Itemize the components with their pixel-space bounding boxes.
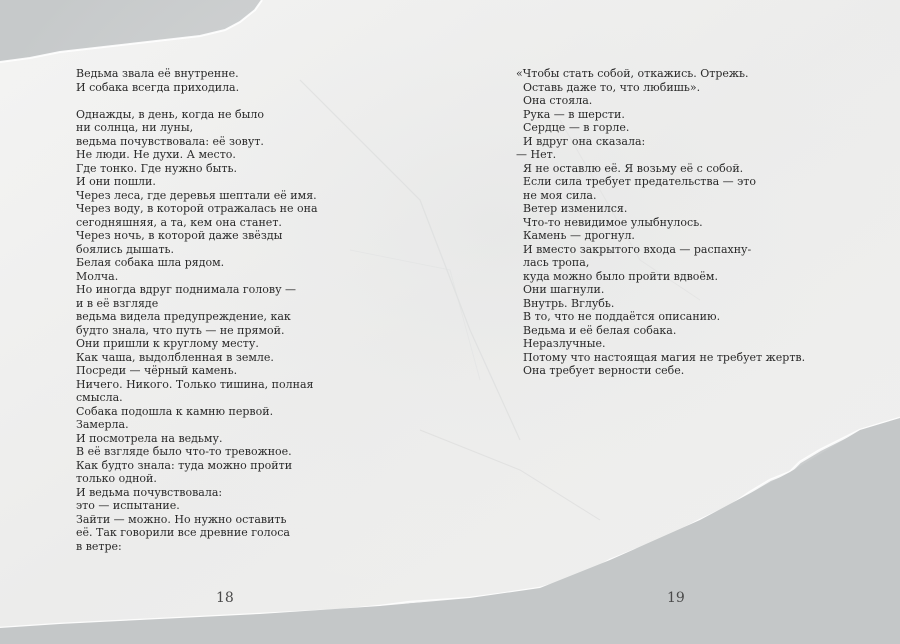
- page-number-left: 18: [216, 590, 234, 606]
- text-line: В то, что не поддаётся описанию.: [516, 310, 721, 323]
- text-line: И вместо закрытого входа — распахну-: [516, 242, 752, 256]
- text-line: только одной.: [76, 472, 157, 485]
- text-line: И собака всегда приходила.: [76, 80, 240, 94]
- text-line: Не люди. Не духи. А место.: [76, 148, 236, 161]
- text-line: Камень — дрогнул.: [516, 229, 635, 242]
- text-line: Внутрь. Вглубь.: [516, 296, 615, 310]
- text-line: И они пошли.: [76, 175, 156, 188]
- text-line: Где тонко. Где нужно быть.: [76, 161, 237, 175]
- text-line: Как чаша, выдолбленная в земле.: [76, 350, 274, 364]
- text-line: Зайти — можно. Но нужно оставить: [76, 512, 287, 526]
- text-line: [76, 94, 318, 108]
- text-line: Белая собака шла рядом.: [76, 256, 225, 269]
- text-line: Что-то невидимое улыбнулось.: [516, 215, 703, 229]
- text-line: ведьма видела предупреждение, как: [76, 310, 291, 323]
- text-line: Я не оставлю её. Я возьму её с собой.: [516, 161, 744, 175]
- text-line: Сердце — в горле.: [516, 121, 630, 134]
- text-line: Через ночь, в которой даже звёзды: [76, 229, 283, 242]
- text-line: смысла.: [76, 391, 123, 404]
- text-line: Она стояла.: [516, 94, 593, 107]
- text-line: ведьма почувствовала: её зовут.: [76, 134, 264, 148]
- text-line: лась тропа,: [516, 256, 590, 269]
- text-line: «Чтобы стать собой, откажись. Отрежь.: [516, 67, 749, 80]
- text-line: Как будто знала: туда можно пройти: [76, 458, 293, 472]
- text-line: Через леса, где деревья шептали её имя.: [76, 188, 317, 202]
- page-number-right: 19: [667, 590, 685, 606]
- text-line: И вдруг она сказала:: [516, 134, 646, 148]
- text-line: Она требует верности себе.: [516, 364, 685, 377]
- text-line: — Нет.: [516, 148, 557, 161]
- text-line: в ветре:: [76, 539, 122, 553]
- text-line: Они пришли к круглому месту.: [76, 337, 259, 350]
- text-line: куда можно было пройти вдвоём.: [516, 269, 718, 283]
- text-line: Если сила требует предательства — это: [516, 175, 757, 188]
- text-line: не моя сила.: [516, 188, 597, 202]
- text-line: Рука — в шерсти.: [516, 107, 625, 121]
- text-line: И посмотрела на ведьму.: [76, 431, 223, 445]
- text-line: Собака подошла к камню первой.: [76, 404, 274, 418]
- text-line: Ничего. Никого. Только тишина, полная: [76, 377, 314, 391]
- text-line: и в её взгляде: [76, 296, 159, 310]
- text-line: Молча.: [76, 269, 119, 283]
- text-line: И ведьма почувствовала:: [76, 485, 223, 499]
- text-line: будто знала, что путь — не прямой.: [76, 323, 285, 337]
- text-line: Они шагнули.: [516, 283, 605, 296]
- text-line: Через воду, в которой отражалась не она: [76, 202, 318, 215]
- text-line: Посреди — чёрный камень.: [76, 364, 238, 377]
- text-line: Ведьма звала её внутренне.: [76, 67, 239, 80]
- text-line: Ведьма и её белая собака.: [516, 323, 677, 337]
- text-line: Ветер изменился.: [516, 202, 628, 215]
- right-page-text: [516, 67, 805, 378]
- left-page-text: [76, 67, 318, 553]
- text-line: Однажды, в день, когда не было: [76, 107, 265, 121]
- text-line: сегодняшняя, а та, кем она станет.: [76, 215, 282, 229]
- text-line: боялись дышать.: [76, 242, 175, 256]
- text-line: Потому что настоящая магия не требует жертв.: [516, 350, 806, 364]
- text-line: это — испытание.: [76, 499, 180, 512]
- text-line: Но иногда вдруг поднимала голову —: [76, 283, 297, 296]
- text-line: Неразлучные.: [516, 337, 606, 350]
- text-line: Оставь даже то, что любишь».: [516, 80, 701, 94]
- text-line: её. Так говорили все древние голоса: [76, 526, 290, 539]
- text-line: ни солнца, ни луны,: [76, 121, 194, 134]
- text-line: В её взгляде было что-то тревожное.: [76, 445, 292, 458]
- text-line: Замерла.: [76, 418, 129, 431]
